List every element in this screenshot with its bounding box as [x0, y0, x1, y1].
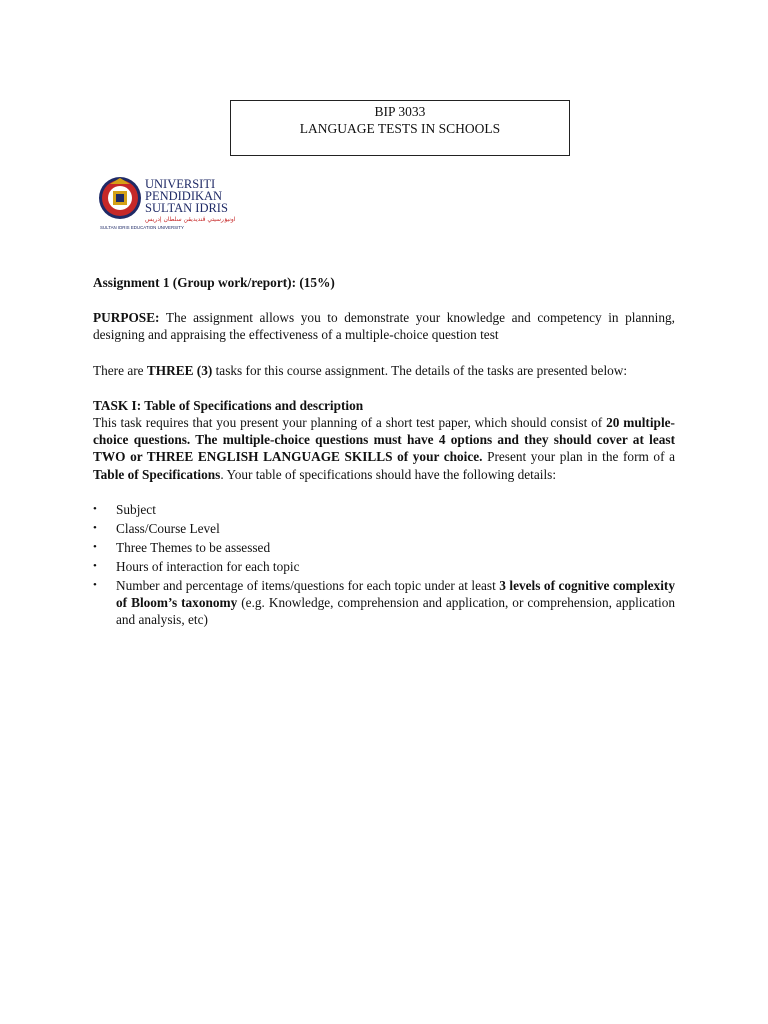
- list-item: [93, 539, 675, 556]
- detail-themes: Three Themes to be assessed: [116, 539, 271, 555]
- logo-line3: SULTAN IDRIS: [145, 201, 228, 215]
- tasks-intro: [93, 362, 675, 379]
- logo-tagline: SULTAN IDRIS EDUCATION UNIVERSITY: [100, 225, 184, 230]
- purpose-label: PURPOSE:: [93, 310, 160, 326]
- bullet-icon: •: [93, 578, 97, 591]
- detail-items-example: (e.g. Knowledge, comprehension and application, or comprehension, application and analysis, etc): [116, 595, 675, 628]
- task1-body: [93, 414, 675, 483]
- university-crest-icon: [98, 174, 236, 232]
- detail-hours: Hours of interaction for each topic: [116, 558, 300, 574]
- bullet-icon: •: [93, 559, 97, 572]
- assignment-title: Assignment 1 (Group work/report): (15%): [93, 275, 335, 290]
- detail-class-level: Class/Course Level: [116, 520, 220, 536]
- task1-text-2: Present your plan in the form of a: [482, 449, 675, 465]
- logo-line1: UNIVERSITI: [145, 177, 216, 191]
- assignment-content: [93, 274, 675, 630]
- course-code: BIP 3033: [374, 104, 426, 119]
- course-title: LANGUAGE TESTS IN SCHOOLS: [299, 121, 501, 136]
- tasks-intro-post: tasks for this course assignment. The details of the tasks are presented below:: [212, 362, 628, 378]
- task1-bold-1: 20 multiple-choice questions. The multiple-choice questions must have 4 options and they should cover at least TWO or THREE ENGLISH LANGUAGE SKILLS of your choice.: [93, 415, 675, 465]
- list-item: [93, 501, 675, 518]
- logo-line2: PENDIDIKAN: [145, 189, 223, 203]
- task1-text-1: This task requires that you present your planning of a short test paper, which should consist of: [93, 415, 607, 431]
- task1-heading: TASK I: Table of Specifications and description: [93, 397, 364, 413]
- tasks-intro-count: THREE (3): [146, 362, 213, 378]
- list-item: [93, 520, 675, 537]
- purpose-paragraph: [93, 309, 675, 343]
- list-item: [93, 577, 675, 629]
- detail-items-text: Number and percentage of items/questions for each topic under at least: [116, 577, 500, 593]
- tasks-intro-pre: There are: [93, 362, 147, 378]
- task1-bold-2: Table of Specifications: [93, 466, 221, 482]
- bullet-icon: •: [93, 540, 97, 553]
- purpose-text: The assignment allows you to demonstrate your knowledge and competency in planning, designing and appraising the effectiveness of a multiple-choice question test: [93, 310, 675, 343]
- logo-jawi: اونيۏرسيتي ڤنديديقن سلطان إدريس: [145, 216, 236, 223]
- bullet-icon: •: [93, 521, 97, 534]
- bullet-icon: •: [93, 502, 97, 515]
- university-logo: [98, 174, 236, 232]
- course-title-box: [230, 100, 570, 156]
- details-list: [93, 501, 675, 629]
- detail-items-bold: 3 levels of cognitive complexity of Bloom’s taxonomy: [116, 577, 675, 611]
- list-item: [93, 558, 675, 575]
- task1-text-3: . Your table of specifications should have the following details:: [220, 466, 557, 482]
- detail-subject: Subject: [116, 501, 156, 517]
